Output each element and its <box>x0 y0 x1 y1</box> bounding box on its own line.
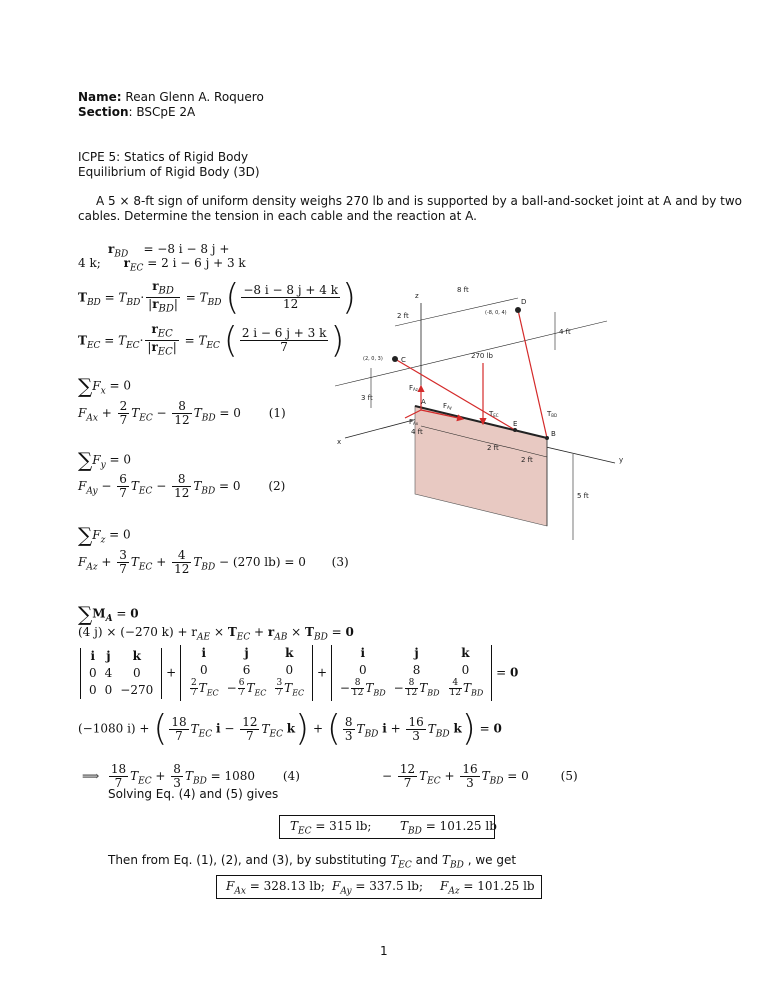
we-get-text: , we get <box>467 853 517 867</box>
label-3ft: 3 ft <box>361 394 373 402</box>
tbd-value: = 101.25 lb <box>425 819 497 833</box>
tec-value: = 315 lb; <box>315 819 372 833</box>
moment-equation: (4 j) × (−270 $k) + r_{AE} \times T_{EC} + r_{AB} \times T_{BD} = 0$ <box>78 625 354 643</box>
course-title: ICPE 5: Statics of Rigid Body <box>78 150 249 164</box>
r-bd-line: $r_{BD}$ = −8 i − 8 j + <box>108 242 230 260</box>
label-z: z <box>415 292 419 300</box>
sum-ma: $\sum M_A = 0$ <box>78 602 139 626</box>
point-d <box>515 307 521 313</box>
determinants: i j k 0 4 0 0 0 −270 + i j k 0 6 0 $\frac{2}{7}$ $T_{EC}$ − $\frac{6}{7}$ $T_{EC}$ $\frac{3}{7}$ $T_{EC}$ + i j k 0 8 0 − $\frac{8}{12}$ $T_{BD}$ − $\frac{8}{12}$ $T_{BD}$ $\frac{4}{12}$ $T_{BD}$ = 0 <box>80 645 518 701</box>
r-symbol: r <box>108 242 115 256</box>
label-2ft-top: 2 ft <box>397 312 409 320</box>
problem-line-2: cables. Determine the tension in each cable and the reaction at A. <box>78 209 477 223</box>
label-c: C <box>401 356 406 364</box>
r-ec-value: = 2 i − 6 j + 3 k <box>147 256 246 270</box>
r-bd-value: = −8 i − 8 j + <box>143 242 230 256</box>
equation-5: − $\frac{12}{7}$ $T_{EC}$ + $\frac{16}{3}$ $T_{BD} = 0$ (5) <box>382 762 578 790</box>
moment-line: (4 j) × (−270 k) + r <box>78 625 198 639</box>
eq3-label: (3) <box>331 555 349 569</box>
r-ec-line: 4 k; $r_{EC} = 2$ i − 6 j + 3 k <box>78 256 246 274</box>
sign-diagram <box>335 258 635 580</box>
name-label: Name: <box>78 90 122 104</box>
substitution-line: Then from Eq. (1), (2), and (3), by substituting $T_{EC}$ and $T_{BD}$ , we get <box>108 853 517 871</box>
t-ec-denominator: 7 <box>280 340 288 355</box>
determinant-2: i j k 0 6 0 $\frac{2}{7}$ $T_{EC}$ − $\frac{6}{7}$ $T_{EC}$ $\frac{3}{7}$ $T_{EC}$ <box>180 645 313 701</box>
label-8ft: 8 ft <box>457 286 469 294</box>
page-number: 1 <box>380 944 388 958</box>
eq4-label: (4) <box>282 769 300 783</box>
expand-left: (−1080 i) + <box>78 721 150 736</box>
eq5-rhs: = 0 <box>507 769 529 783</box>
label-4ft-right: 4 ft <box>559 328 571 336</box>
equation-2: $F_{Ay}$ − $\frac{6}{7}$ $T_{EC}$ − $\frac{8}{12}$ $T_{BD} = 0$ (2) <box>78 472 286 500</box>
point-b <box>545 436 549 440</box>
determinant-3: i j k 0 8 0 − $\frac{8}{12}$ $T_{BD}$ − $\frac{8}{12}$ $T_{BD}$ $\frac{4}{12}$ $T_{BD}$ <box>331 645 492 701</box>
equation-1: $F_{Ax}$ + $\frac{2}{7}$ $T_{EC}$ − $\frac{8}{12}$ $T_{BD} = 0$ (1) <box>78 399 286 427</box>
t-bd-equation: $T_{BD} = T_{BD}\cdot$ $\frac{r_{BD}}{|r_{BD}|}$ = $T_{BD}$ ( $\frac{-8 i - 8 j + 4 k}{12}$ ) <box>78 276 357 318</box>
label-2ft-a: 2 ft <box>487 444 499 452</box>
t-ec-equation: $T_{EC} = T_{EC}\cdot$ $\frac{r_{EC}}{|r_{EC}|}$ = $T_{EC}$ ( $\frac{2 i - 6 j + 3 k}{7}$ ) <box>78 319 345 361</box>
section-line <box>78 105 195 119</box>
label-c-coords: (2, 0, 3) <box>363 356 383 362</box>
solving-text: Solving Eq. (4) and (5) gives <box>108 787 279 801</box>
tec-result: $T_{EC} = 315$ lb; <box>290 819 372 837</box>
r-bd-tail: 4 k; <box>78 256 101 270</box>
label-4ft: 4 ft <box>411 428 423 436</box>
label-x: x <box>337 438 342 446</box>
section-label: Section <box>78 105 129 119</box>
problem-line-1: A 5 × 8-ft sign of uniform density weighs 270 lb and is supported by a ball-and-socket joint at A and by two <box>96 194 742 208</box>
dim-8ft <box>421 298 518 320</box>
fay-value: = 337.5 lb; <box>355 879 423 893</box>
sign-plate <box>415 406 547 526</box>
label-2ft-b: 2 ft <box>521 456 533 464</box>
point-c <box>392 356 398 362</box>
label-d: D <box>521 298 527 306</box>
determinant-1: i j k 0 4 0 0 0 −270 <box>80 648 162 699</box>
fay-result: $F_{Ay} = 337.5$ lb; <box>332 879 423 897</box>
dim-2ft-top <box>395 320 421 326</box>
sum-fy: $\sum F_y = 0$ <box>78 448 132 472</box>
label-a: A <box>421 398 426 406</box>
label-weight: 270 lb <box>471 352 493 360</box>
label-d-coords: (-8, 0, 4) <box>485 310 507 316</box>
t-bd-denominator: 12 <box>283 297 299 312</box>
sum-fx: $\sum F_x = 0$ <box>78 374 132 398</box>
label-tbd: TBD <box>547 410 558 418</box>
label-fax: FAx <box>409 418 419 426</box>
tbd-result: $T_{BD} = 101.25$ lb <box>400 819 497 837</box>
expanded-moment: (−1080 i) + ( $\frac{18}{7}$ $T_{EC}$ i − $\frac{12}{7}$ $T_{EC}$ k) + ( $\frac{8}{3}$ $T_{BD}$ i + $\frac{16}{3}$ $T_{BD}$ k) = 0 <box>78 708 502 749</box>
sum-fz: $\sum F_z = 0$ <box>78 523 131 547</box>
name-value: Rean Glenn A. Roquero <box>125 90 264 104</box>
point-e <box>513 428 517 432</box>
eq2-label: (2) <box>268 479 286 493</box>
faz-value: = 101.25 lb <box>463 879 535 893</box>
section-value: : BSCpE 2A <box>128 105 196 119</box>
label-tec: TEC <box>489 410 499 418</box>
label-b: B <box>551 430 556 438</box>
equation-4: ⟹ $\frac{18}{7}$ $T_{EC}$ + $\frac{8}{3}$ $T_{BD} = 1080$ (4) <box>82 762 300 790</box>
label-e: E <box>513 420 518 428</box>
fax-value: = 328.13 lb; <box>249 879 325 893</box>
author-line <box>78 90 264 104</box>
equation-3: $F_{Az}$ + $\frac{3}{7}$ $T_{EC}$ + $\frac{4}{12}$ $T_{BD} - (270$ lb) = 0 (3) <box>78 548 349 576</box>
eq1-label: (1) <box>268 406 286 420</box>
eq5-label: (5) <box>560 769 578 783</box>
fax-result: $F_{Ax} = 328.13$ lb; <box>226 879 325 897</box>
t-ec-numerator: 2 i − 6 j + 3 k <box>241 326 327 341</box>
t-bd-numerator: −8 i − 8 j + 4 k <box>243 283 338 298</box>
substituting-text: Then from Eq. (1), (2), and (3), by substituting <box>108 853 387 867</box>
weight-term: (270 lb) = 0 <box>232 555 306 569</box>
label-fay: FAy <box>443 402 452 410</box>
label-faz: FAz <box>409 384 418 392</box>
course-subtitle: Equilibrium of Rigid Body (3D) <box>78 165 260 179</box>
and-text: and <box>415 853 439 867</box>
eq4-rhs: = 1080 <box>210 769 256 783</box>
label-y: y <box>619 456 624 464</box>
faz-result: $F_{Az} = 101.25$ lb <box>440 879 535 897</box>
cable-bd <box>518 310 547 438</box>
label-5ft: 5 ft <box>577 492 589 500</box>
